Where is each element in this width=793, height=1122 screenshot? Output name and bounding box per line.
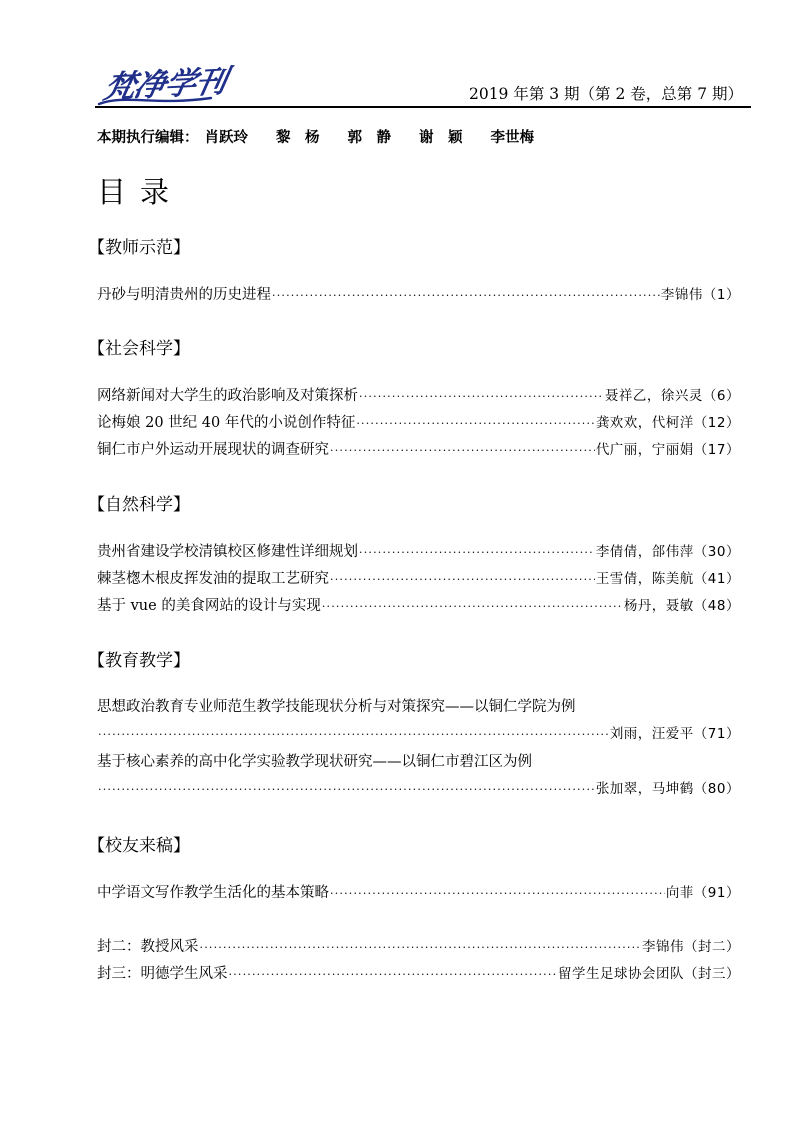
editor-name: 黎 杨 [276,130,320,146]
toc-entry-author-line[interactable] [97,722,740,744]
entry-authors: 张加翠，马坤鹤（80） [595,781,740,797]
editor-name: 郭 静 [347,130,391,146]
toc-entry[interactable] [97,384,740,406]
leader-dots [330,573,595,586]
leader-dots [272,289,660,302]
entry-authors: 刘雨，汪爱平（71） [609,726,740,742]
leader-dots [229,968,558,981]
leader-dots [98,728,609,741]
entry-title: 棘茎楤木根皮挥发油的提取工艺研究 [97,571,329,587]
toc-entry[interactable] [97,283,740,305]
issue-info: 2019 年第 3 期（第 2 卷，总第 7 期） [468,85,743,103]
leader-dots [330,887,665,900]
toc-entry-author-line[interactable] [97,777,740,799]
entry-title: 基于核心素养的高中化学实验教学现状研究——以铜仁市碧江区为例 [97,754,532,770]
entry-authors: 杨丹，聂敏（48） [623,598,740,614]
leader-dots [200,941,642,954]
entry-authors: 向菲（91） [665,885,740,901]
leader-dots [330,444,595,457]
leader-dots [98,783,595,796]
section-heading: 【社会科学】 [88,339,190,359]
entry-title: 铜仁市户外运动开展现状的调查研究 [97,442,329,458]
entry-authors: 李锦伟（封二） [642,939,740,955]
editor-name: 谢 颖 [419,130,463,146]
entry-authors: 代广丽，宁丽娟（17） [595,442,740,458]
editor-name: 李世梅 [490,130,534,146]
section-heading: 【校友来稿】 [88,836,190,856]
entry-title: 中学语文写作教学生活化的基本策略 [97,885,329,901]
entry-title: 贵州省建设学校清镇校区修建性详细规划 [97,544,358,560]
entry-authors: 聂祥乙，徐兴灵（6） [604,388,740,404]
entry-authors: 龚欢欢，代柯洋（12） [595,415,740,431]
leader-dots [359,546,595,559]
leader-dots [359,390,604,403]
entry-authors: 李倩倩，郃伟萍（30） [595,544,740,560]
toc-entry-title-line[interactable] [97,750,740,772]
toc-entry[interactable] [97,881,740,903]
entry-authors: 李锦伟（1） [660,287,740,303]
toc-entry[interactable] [97,438,740,460]
section-heading: 【自然科学】 [88,495,190,515]
executive-editors [97,126,562,147]
toc-entry[interactable] [97,540,740,562]
toc-entry[interactable] [97,411,740,433]
entry-authors: 王雪倩，陈美航（41） [595,571,740,587]
journal-header [95,58,745,106]
toc-entry-title-line[interactable] [97,695,740,717]
editor-name: 肖跃玲 [204,130,248,146]
entry-title: 封三：明德学生风采 [97,966,228,982]
entry-title: 论梅娘 20 世纪 40 年代的小说创作特征 [97,415,356,431]
section-heading: 【教师示范】 [88,238,190,258]
cover-entry[interactable] [97,935,740,957]
entry-title: 封二：教授风采 [97,939,199,955]
entry-authors: 留学生足球协会团队（封三） [558,966,740,982]
entry-title: 思想政治教育专业师范生教学技能现状分析与对策探究——以铜仁学院为例 [97,699,576,715]
cover-entry[interactable] [97,962,740,984]
leader-dots [322,600,623,613]
entry-title: 基于 vue 的美食网站的设计与实现 [97,598,321,614]
section-heading: 【教育教学】 [88,651,190,671]
header-divider [95,106,751,108]
journal-logo: 梵净学刊 [100,63,230,106]
toc-entry[interactable] [97,567,740,589]
entry-title: 网络新闻对大学生的政治影响及对策探析 [97,388,358,404]
leader-dots [356,417,594,430]
editors-label: 本期执行编辑： [97,130,199,146]
toc-title: 目录 [97,175,184,209]
toc-entry[interactable] [97,594,740,616]
entry-title: 丹砂与明清贵州的历史进程 [97,287,271,303]
